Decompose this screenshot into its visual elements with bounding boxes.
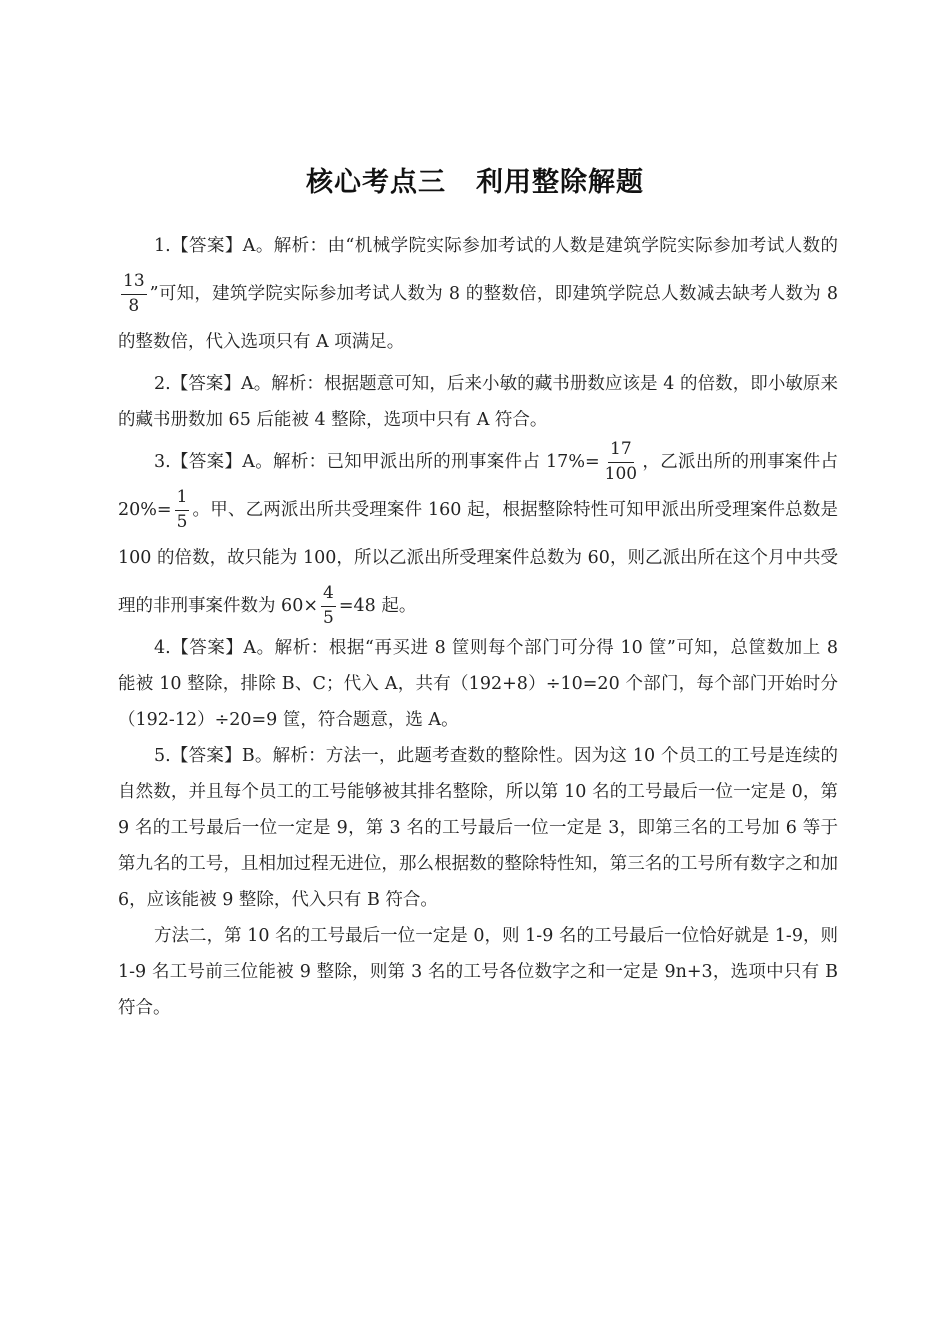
answer-3-text-c: 。甲、乙两派出所共受理案件 160 起，根据整除特性可知甲派出所受理案件总数是 100 的倍数，故只能为 100，所以乙派出所受理案件总数为 60，则乙派出所在这个月中共受理的非刑事案件数为 60× — [118, 500, 838, 616]
fraction-numerator: 13 — [121, 272, 147, 295]
page-title — [0, 160, 950, 199]
answer-3-text-a: 3.【答案】A。解析：已知甲派出所的刑事案件占 17%= — [154, 452, 600, 472]
fraction-numerator: 1 — [175, 488, 190, 511]
answer-3-text-b: ，乙派出所的刑事案件占 20%= — [118, 452, 838, 520]
title-topic: 利用整除解题 — [476, 167, 644, 198]
fraction-denominator: 5 — [323, 608, 334, 628]
fraction-4-5 — [321, 584, 336, 628]
answer-4-text: 4.【答案】A。解析：根据“再买进 8 筐则每个部门可分得 10 筐”可知，总筐数加上 8 能被 10 整除，排除 B、C；代入 A，共有（192+8）÷10=20 个部门，每个部门开始时分（192-12）÷20=9 筐，符合题意，选 A。 — [118, 638, 838, 730]
answer-3 — [118, 438, 838, 630]
answer-4 — [118, 630, 838, 738]
answer-1 — [118, 222, 838, 366]
answer-5-method-2-paragraph — [118, 918, 838, 1026]
answer-2-text: 2.【答案】A。解析：根据题意可知，后来小敏的藏书册数应该是 4 的倍数，即小敏原来的藏书册数加 65 后能被 4 整除，选项中只有 A 符合。 — [118, 374, 838, 430]
answer-5 — [118, 738, 838, 918]
fraction-13-8 — [121, 272, 147, 316]
answer-2 — [118, 366, 838, 438]
answer-5-method-2: 方法二，第 10 名的工号最后一位一定是 0，则 1-9 名的工号最后一位恰好就是 1-9，则 1-9 名工号前三位能被 9 整除，则第 3 名的工号各位数字之和一定是 9n+3，选项中只有 B 符合。 — [118, 926, 838, 1018]
fraction-numerator: 17 — [608, 440, 634, 463]
fraction-denominator: 5 — [176, 512, 188, 532]
fraction-17-100 — [603, 440, 639, 484]
answer-1-text-a: 1.【答案】A。解析：由“机械学院实际参加考试的人数是建筑学院实际参加考试人数的 — [154, 236, 838, 256]
answer-1-text-b: ”可知，建筑学院实际参加考试人数为 8 的整数倍，即建筑学院总人数减去缺考人数为 8 的整数倍，代入选项只有 A 项满足。 — [118, 284, 838, 352]
answer-explanations — [118, 222, 838, 1026]
fraction-1-5 — [175, 488, 190, 532]
answer-5-method-1: 5.【答案】B。解析：方法一，此题考查数的整除性。因为这 10 个员工的工号是连续的自然数，并且每个员工的工号能够被其排名整除，所以第 10 名的工号最后一位一定是 0，第 9 名的工号最后一位一定是 9，第 3 名的工号最后一位一定是 3，即第三名的工号加 6 等于第九名的工号，且相加过程无进位，那么根据数的整除特性知，第三名的工号所有数字之和加 6，应该能被 9 整除，代入只有 B 符合。 — [118, 746, 838, 910]
fraction-denominator: 100 — [604, 464, 638, 484]
fraction-numerator: 4 — [321, 584, 336, 607]
fraction-denominator: 8 — [128, 296, 140, 316]
title-section-label: 核心考点三 — [306, 167, 446, 198]
answer-3-text-d: =48 起。 — [338, 596, 417, 616]
